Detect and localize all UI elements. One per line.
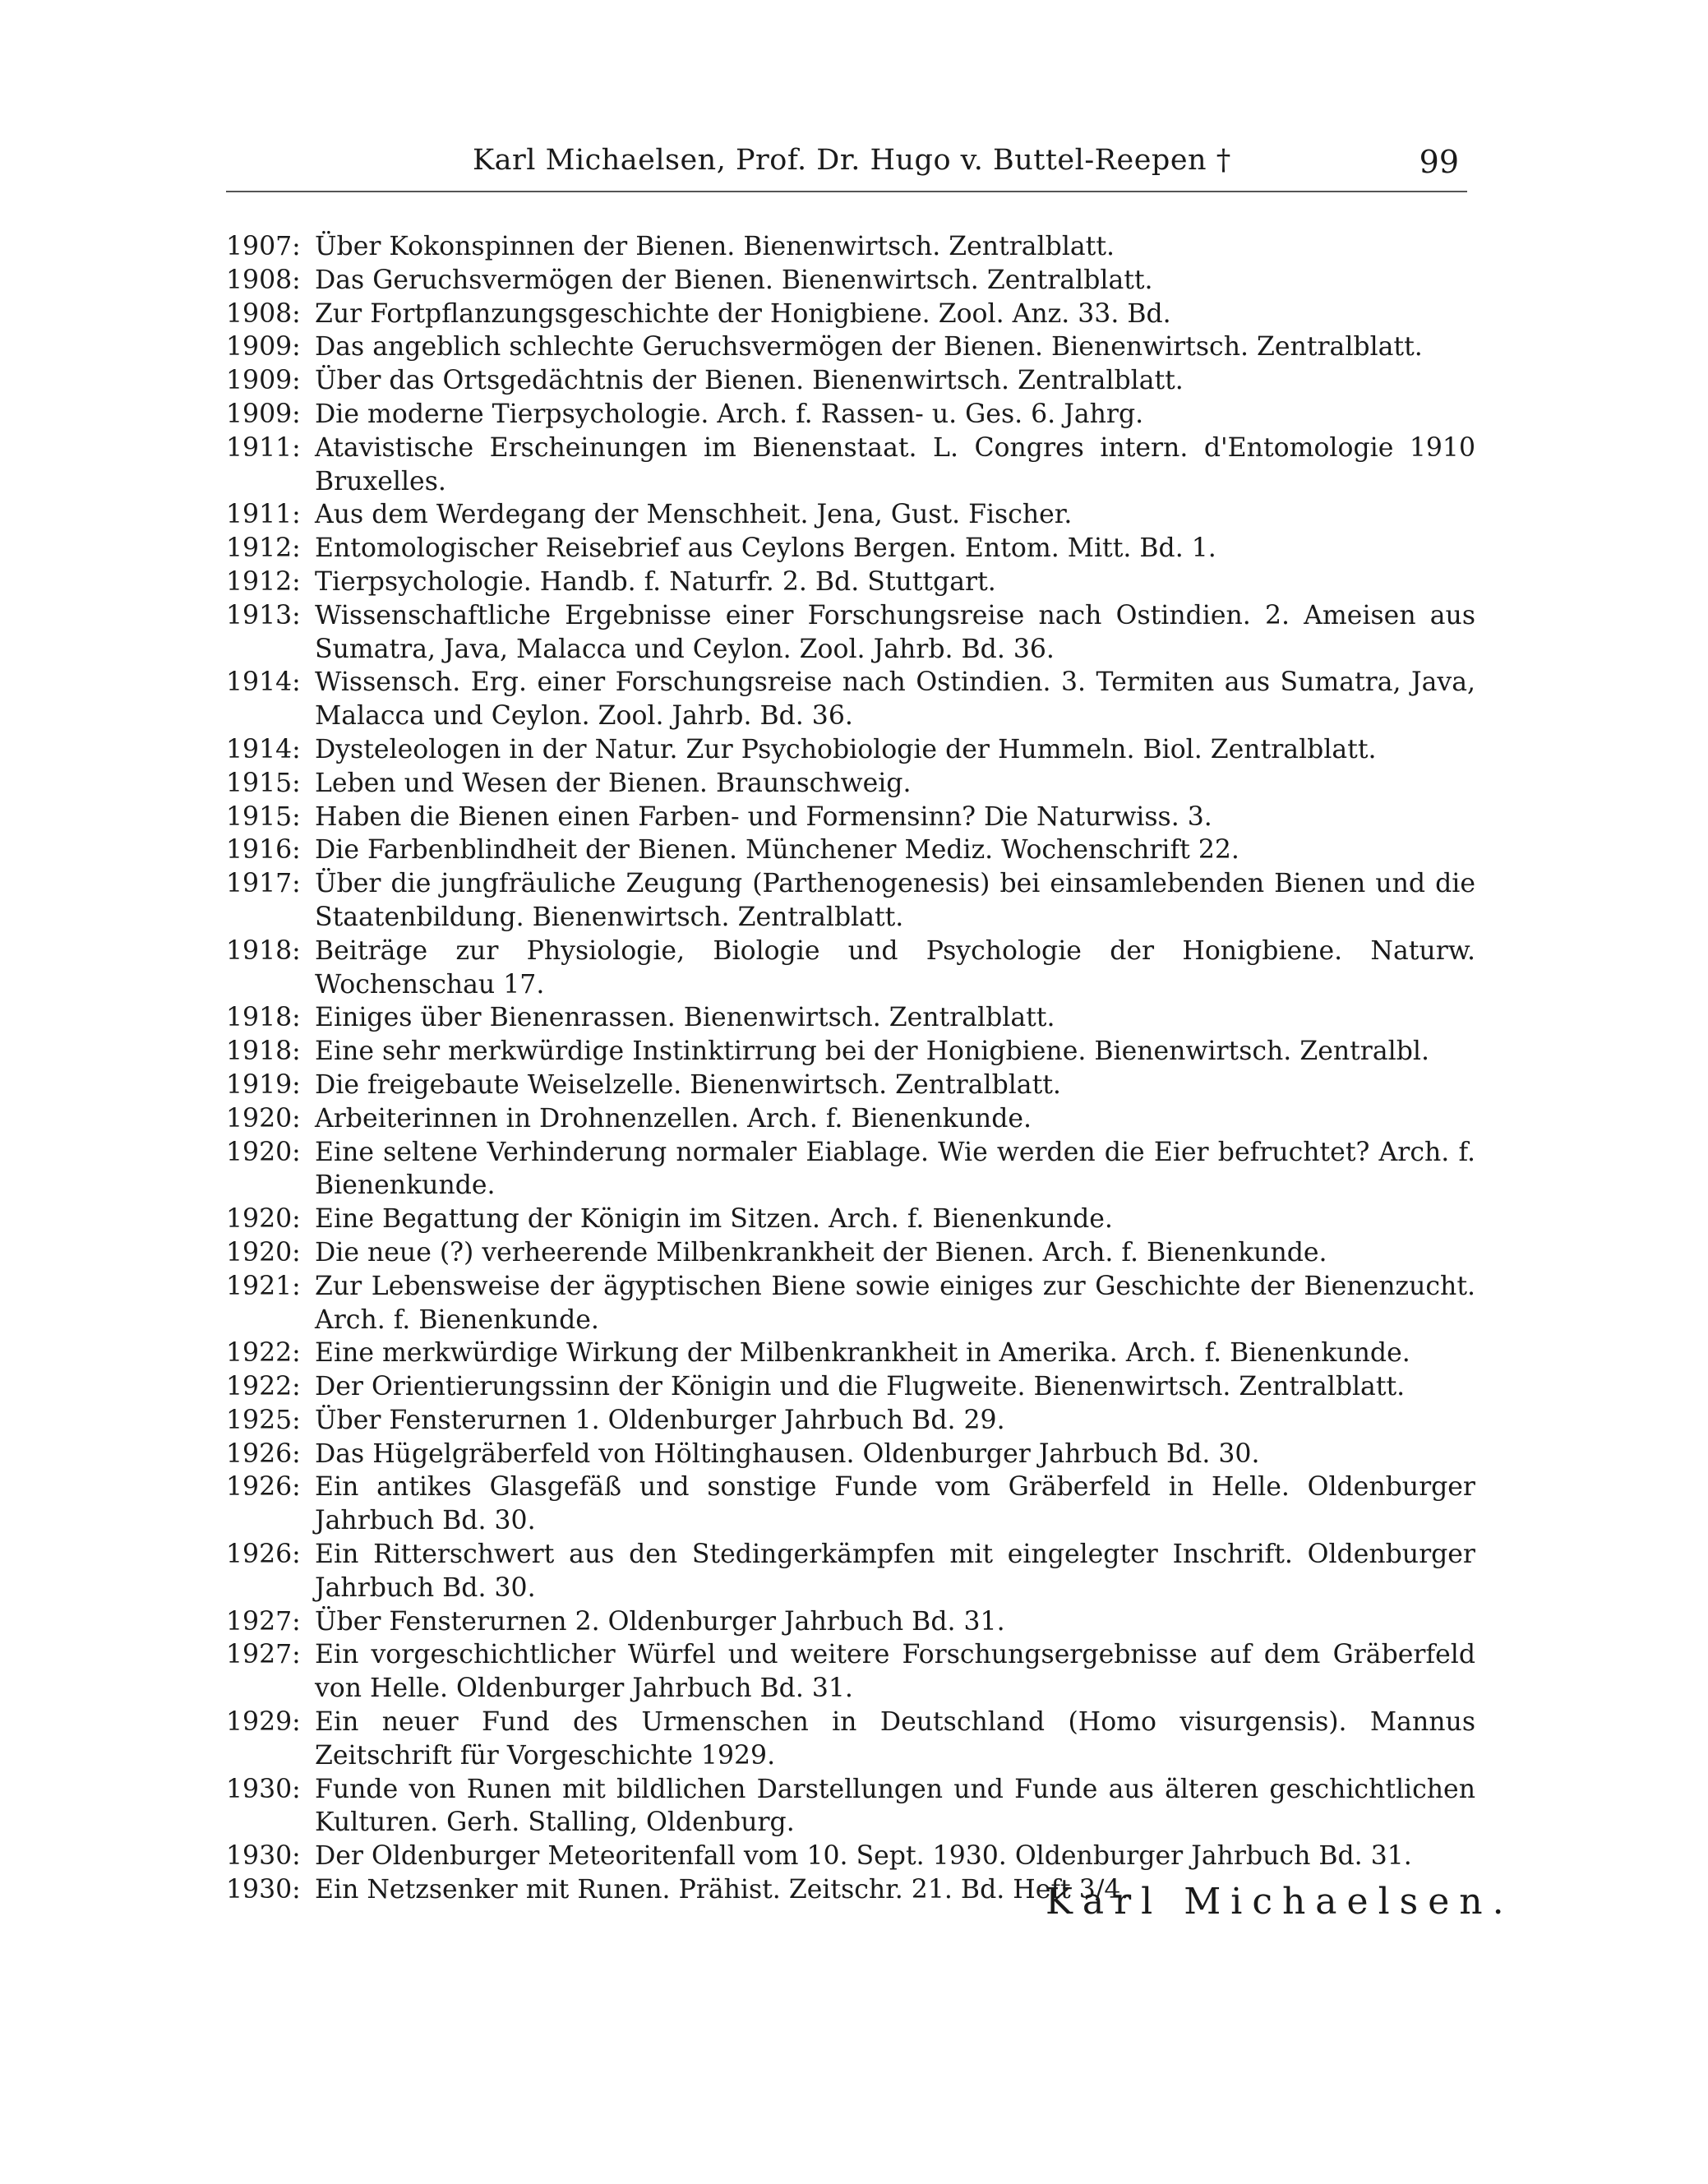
bibliography-entry — [226, 364, 1475, 398]
entry-text: Haben die Bienen einen Farben- und Formensinn? Die Naturwiss. 3. — [315, 801, 1212, 832]
page-number: 99 — [1419, 144, 1459, 180]
bibliography-entry — [226, 666, 1475, 733]
entry-year: 1917: — [226, 869, 301, 899]
entry-year: 1911: — [226, 432, 301, 463]
bibliography-list — [226, 230, 1475, 1907]
entry-year: 1909: — [226, 366, 301, 396]
entry-year: 1920: — [226, 1137, 301, 1167]
entry-text: Eine sehr merkwürdige Instinktirrung bei der Honigbiene. Bienenwirtsch. Zentralbl. — [315, 1037, 1429, 1067]
bibliography-entry — [226, 298, 1475, 331]
entry-year: 1927: — [226, 1606, 301, 1637]
bibliography-entry — [226, 1840, 1475, 1873]
entry-year: 1919: — [226, 1069, 301, 1100]
bibliography-entry — [226, 532, 1475, 566]
entry-text: Beiträge zur Physiologie, Biologie und Psychologie der Honigbiene. Naturw. Wochenschau 17. — [315, 935, 1475, 1000]
bibliography-entry — [226, 767, 1475, 801]
entry-text: Über Fensterurnen 2. Oldenburger Jahrbuch Bd. 31. — [315, 1606, 1005, 1637]
bibliography-entry — [226, 1203, 1475, 1236]
bibliography-entry — [226, 398, 1475, 432]
entry-text: Über Kokonspinnen der Bienen. Bienenwirtsch. Zentralblatt. — [315, 232, 1115, 261]
header-rule — [226, 191, 1467, 192]
entry-text: Das Geruchsvermögen der Bienen. Bienenwirtsch. Zentralblatt. — [315, 265, 1153, 295]
entry-text: Zur Lebensweise der ägyptischen Biene sowie einiges zur Geschichte der Bienenzucht. Arch. f. Bienenkunde. — [315, 1271, 1475, 1335]
bibliography-entry — [226, 801, 1475, 834]
entry-text: Leben und Wesen der Bienen. Braunschweig. — [315, 768, 912, 798]
bibliography-entry — [226, 1471, 1475, 1538]
entry-text: Einiges über Bienenrassen. Bienenwirtsch. Zentralblatt. — [315, 1003, 1055, 1033]
entry-text: Funde von Runen mit bildlichen Darstellungen und Funde aus älteren geschichtlichen Kulturen. Gerh. Stalling, Oldenburg. — [315, 1774, 1475, 1838]
entry-text: Ein vorgeschichtlicher Würfel und weitere Forschungsergebnisse auf dem Gräberfeld von Helle. Oldenburger Jahrbuch Bd. 31. — [315, 1640, 1475, 1704]
entry-year: 1920: — [226, 1103, 301, 1134]
bibliography-entry — [226, 566, 1475, 599]
entry-year: 1913: — [226, 600, 301, 630]
entry-year: 1915: — [226, 768, 301, 798]
bibliography-entry — [226, 1035, 1475, 1069]
entry-text: Die neue (?) verheerende Milbenkrankheit der Bienen. Arch. f. Bienenkunde. — [315, 1237, 1327, 1267]
entry-text: Über die jungfräuliche Zeugung (Parthenogenesis) bei einsamlebenden Bienen und die Staatenbildung. Bienenwirtsch. Zentralblatt. — [315, 869, 1475, 932]
bibliography-entry — [226, 264, 1475, 298]
entry-year: 1925: — [226, 1405, 301, 1435]
entry-year: 1918: — [226, 1037, 301, 1067]
entry-text: Eine merkwürdige Wirkung der Milbenkrankheit in Amerika. Arch. f. Bienenkunde. — [315, 1338, 1410, 1369]
entry-text: Atavistische Erscheinungen im Bienenstaat. L. Congres intern. d'Entomologie 1910 Bruxelles. — [315, 432, 1475, 496]
running-header — [226, 144, 1467, 193]
entry-text: Über Fensterurnen 1. Oldenburger Jahrbuch Bd. 29. — [315, 1405, 1005, 1435]
entry-year: 1930: — [226, 1875, 301, 1905]
entry-text: Ein antikes Glasgefäß und sonstige Funde vom Gräberfeld in Helle. Oldenburger Jahrbuch Bd. 30. — [315, 1472, 1475, 1536]
entry-year: 1929: — [226, 1707, 301, 1738]
bibliography-entry — [226, 1438, 1475, 1471]
entry-text: Das angeblich schlechte Geruchsvermögen der Bienen. Bienenwirtsch. Zentralblatt. — [315, 332, 1423, 362]
entry-year: 1920: — [226, 1237, 301, 1267]
author-signature: Karl Michaelsen. — [1046, 1881, 1514, 1923]
entry-year: 1911: — [226, 500, 301, 530]
entry-text: Eine seltene Verhinderung normaler Eiablage. Wie werden die Eier befruchtet? Arch. f. Bienenkunde. — [315, 1137, 1475, 1201]
entry-text: Die freigebaute Weiselzelle. Bienenwirtsch. Zentralblatt. — [315, 1069, 1061, 1100]
entry-text: Der Oldenburger Meteoritenfall vom 10. Sept. 1930. Oldenburger Jahrbuch Bd. 31. — [315, 1841, 1412, 1872]
entry-year: 1915: — [226, 801, 301, 832]
bibliography-entry — [226, 733, 1475, 767]
bibliography-entry — [226, 330, 1475, 364]
entry-text: Ein Ritterschwert aus den Stedingerkämpfen mit eingelegter Inschrift. Oldenburger Jahrbuch Bd. 30. — [315, 1540, 1475, 1603]
entry-year: 1922: — [226, 1372, 301, 1402]
bibliography-entry — [226, 1337, 1475, 1370]
bibliography-entry — [226, 1605, 1475, 1639]
entry-year: 1922: — [226, 1338, 301, 1369]
entry-text: Über das Ortsgedächtnis der Bienen. Bienenwirtsch. Zentralblatt. — [315, 366, 1184, 396]
bibliography-entry — [226, 1102, 1475, 1136]
entry-year: 1920: — [226, 1204, 301, 1235]
entry-year: 1908: — [226, 265, 301, 295]
bibliography-entry — [226, 1404, 1475, 1438]
bibliography-entry — [226, 1069, 1475, 1102]
entry-year: 1930: — [226, 1841, 301, 1872]
entry-year: 1918: — [226, 935, 301, 966]
entry-year: 1909: — [226, 332, 301, 362]
entry-text: Wissenschaftliche Ergebnisse einer Forschungsreise nach Ostindien. 2. Ameisen aus Sumatra, Java, Malacca und Ceylon. Zool. Jahrb. Bd. 36. — [315, 600, 1475, 664]
entry-text: Tierpsychologie. Handb. f. Naturfr. 2. Bd. Stuttgart. — [315, 566, 996, 597]
bibliography-entry — [226, 1706, 1475, 1773]
bibliography-entry — [226, 1136, 1475, 1203]
bibliography-entry — [226, 1370, 1475, 1404]
entry-year: 1907: — [226, 232, 301, 261]
bibliography-entry — [226, 1270, 1475, 1337]
entry-year: 1927: — [226, 1640, 301, 1670]
entry-text: Ein neuer Fund des Urmenschen in Deutschland (Homo visurgensis). Mannus Zeitschrift für Vorgeschichte 1929. — [315, 1707, 1475, 1771]
entry-year: 1926: — [226, 1540, 301, 1570]
bibliography-entry — [226, 1773, 1475, 1840]
entry-year: 1926: — [226, 1472, 301, 1503]
bibliography-entry — [226, 833, 1475, 867]
entry-text: Ein Netzsenker mit Runen. Prähist. Zeitschr. 21. Bd. Heft 3/4. — [315, 1875, 1129, 1905]
bibliography-entry — [226, 498, 1475, 532]
entry-text: Die Farbenblindheit der Bienen. Münchener Mediz. Wochenschrift 22. — [315, 835, 1239, 866]
entry-year: 1909: — [226, 399, 301, 429]
entry-year: 1926: — [226, 1438, 301, 1469]
entry-text: Dysteleologen in der Natur. Zur Psychobiologie der Hummeln. Biol. Zentralblatt. — [315, 734, 1377, 764]
entry-text: Zur Fortpflanzungsgeschichte der Honigbiene. Zool. Anz. 33. Bd. — [315, 298, 1171, 329]
bibliography-entry — [226, 599, 1475, 667]
entry-text: Entomologischer Reisebrief aus Ceylons Bergen. Entom. Mitt. Bd. 1. — [315, 533, 1216, 564]
entry-year: 1918: — [226, 1003, 301, 1033]
entry-year: 1914: — [226, 734, 301, 764]
bibliography-entry — [226, 432, 1475, 499]
bibliography-entry — [226, 1638, 1475, 1706]
bibliography-entry — [226, 230, 1475, 264]
entry-text: Arbeiterinnen in Drohnenzellen. Arch. f. Bienenkunde. — [315, 1103, 1032, 1134]
bibliography-entry — [226, 1001, 1475, 1035]
entry-year: 1921: — [226, 1271, 301, 1301]
entry-year: 1930: — [226, 1774, 301, 1804]
bibliography-entry — [226, 935, 1475, 1002]
entry-year: 1912: — [226, 533, 301, 564]
entry-year: 1916: — [226, 835, 301, 866]
entry-year: 1908: — [226, 298, 301, 329]
bibliography-entry — [226, 1236, 1475, 1270]
bibliography-entry — [226, 1538, 1475, 1605]
entry-text: Die moderne Tierpsychologie. Arch. f. Rassen- u. Ges. 6. Jahrg. — [315, 399, 1144, 429]
entry-year: 1914: — [226, 667, 301, 698]
bibliography-entry — [226, 867, 1475, 935]
entry-text: Der Orientierungssinn der Königin und die Flugweite. Bienenwirtsch. Zentralblatt. — [315, 1372, 1406, 1402]
entry-year: 1912: — [226, 566, 301, 597]
entry-text: Aus dem Werdegang der Menschheit. Jena, Gust. Fischer. — [315, 500, 1073, 530]
running-title: Karl Michaelsen, Prof. Dr. Hugo v. Buttel-Reepen † — [473, 144, 1231, 177]
entry-text: Wissensch. Erg. einer Forschungsreise nach Ostindien. 3. Termiten aus Sumatra, Java, Malacca und Ceylon. Zool. Jahrb. Bd. 36. — [315, 667, 1475, 732]
entry-text: Eine Begattung der Königin im Sitzen. Arch. f. Bienenkunde. — [315, 1204, 1113, 1235]
entry-text: Das Hügelgräberfeld von Höltinghausen. Oldenburger Jahrbuch Bd. 30. — [315, 1438, 1260, 1469]
